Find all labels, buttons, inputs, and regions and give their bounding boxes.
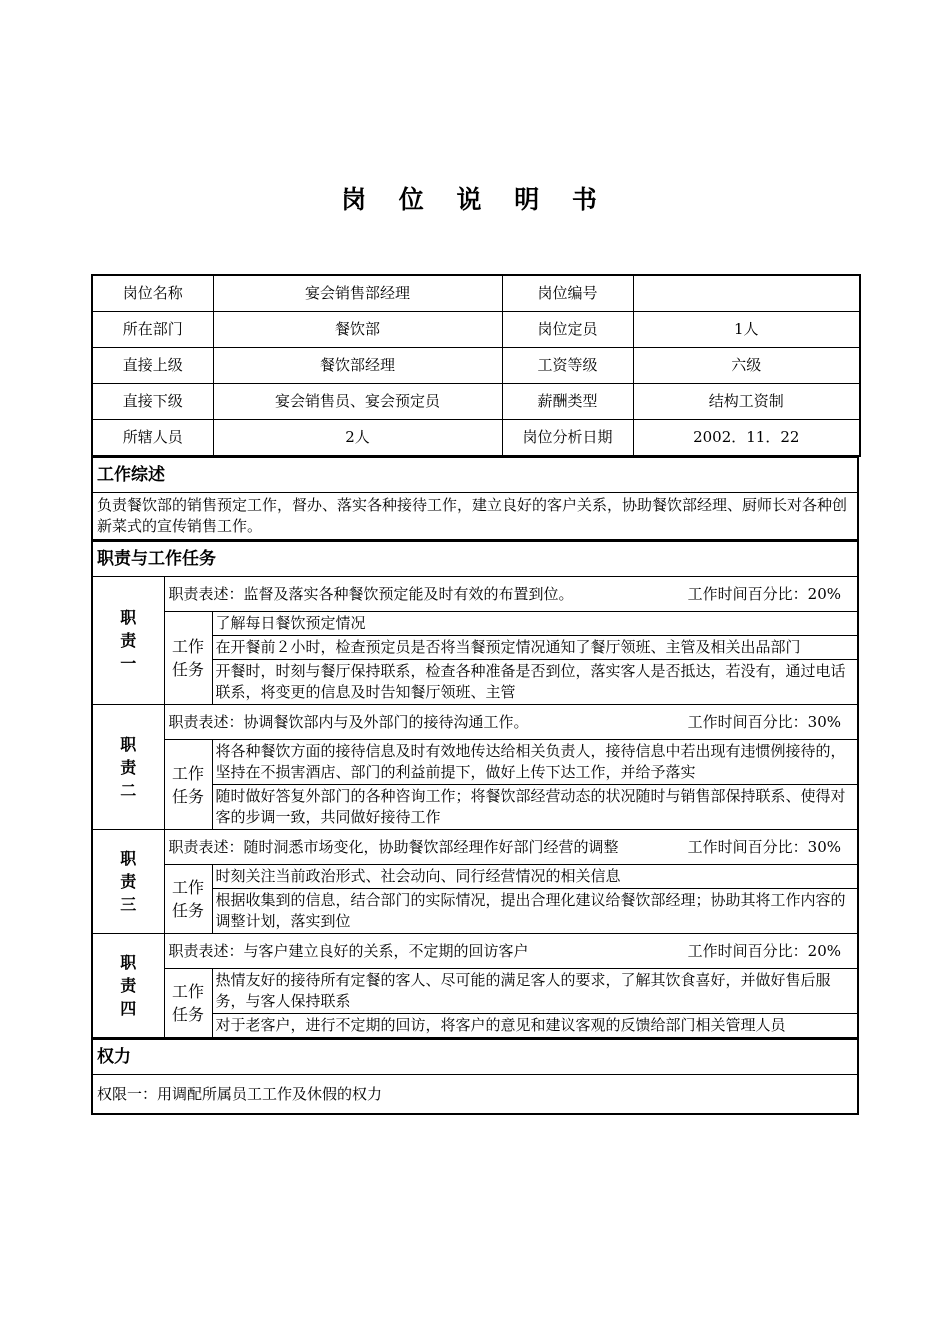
work-task-label [164,969,212,1039]
authority-item: 权限一：用调配所属员工工作及休假的权力 [92,1075,858,1115]
duty-statement-row [92,577,858,612]
duty-label [92,934,164,1039]
page-title: 岗 位 说 明 书 [341,185,609,214]
work-task-label-text: 工作任务 [172,763,205,806]
task-text: 开餐时，时刻与餐厅保持联系，检查各种准备是否到位，落实客人是否抵达，若没有，通过电话联系，将变更的信息及时告知餐厅领班、主管 [212,660,858,705]
info-value: 2人 [213,420,502,457]
duty-label [92,830,164,934]
info-value: 2002．11．22 [633,420,860,457]
duty-statement-text: 职责表述：随时洞悉市场变化，协助餐饮部经理作好部门经营的调整 [168,837,619,856]
summary-heading: 工作综述 [92,458,858,493]
summary-text: 负责餐饮部的销售预定工作，督办、落实各种接待工作，建立良好的客户关系，协助餐饮部经理、厨师长对各种创新菜式的宣传销售工作。 [92,493,858,541]
duty-label-text: 职责四 [120,953,137,1018]
authority-heading: 权力 [92,1040,858,1075]
info-row [92,384,860,420]
job-description-form [91,274,859,1115]
time-percentage: 工作时间百分比：20% [687,941,841,960]
info-value: 餐饮部经理 [213,348,502,384]
task-text: 时刻关注当前政治形式、社会动向、同行经营情况的相关信息 [212,865,858,889]
info-label: 岗位编号 [502,275,633,312]
work-task-label [164,612,212,705]
info-value: 宴会销售员、宴会预定员 [213,384,502,420]
info-row [92,275,860,312]
info-value: 结构工资制 [633,384,860,420]
duties-section [91,541,859,1039]
duties-heading: 职责与工作任务 [92,542,858,577]
time-percentage: 工作时间百分比：20% [687,584,841,603]
task-text: 将各种餐饮方面的接待信息及时有效地传达给相关负责人，接待信息中若出现有违惯例接待的，坚持在不损害酒店、部门的利益前提下，做好上传下达工作，并给予落实 [212,740,858,785]
duty-statement-row [92,934,858,969]
task-text: 了解每日餐饮预定情况 [212,612,858,636]
info-row [92,348,860,384]
info-value: 餐饮部 [213,312,502,348]
duty-statement [164,934,858,969]
task-row [92,865,858,889]
task-row [92,740,858,785]
info-label: 工资等级 [502,348,633,384]
time-percentage: 工作时间百分比：30% [687,837,841,856]
duty-label-text: 职责二 [120,734,137,800]
info-table [91,274,861,457]
info-row [92,420,860,457]
task-text: 对于老客户，进行不定期的回访，将客户的意见和建议客观的反馈给部门相关管理人员 [212,1014,858,1039]
work-task-label [164,865,212,934]
duty-label [92,577,164,705]
task-text: 随时做好答复外部门的各种咨询工作；将餐饮部经营动态的状况随时与销售部保持联系、使得对客的步调一致，共同做好接待工作 [212,785,858,830]
task-text: 在开餐前２小时，检查预定员是否将当餐预定情况通知了餐厅领班、主管及相关出品部门 [212,636,858,660]
work-task-label-text: 工作任务 [172,637,205,679]
duty-statement [164,830,858,865]
task-row [92,612,858,636]
task-row [92,969,858,1014]
info-row [92,312,860,348]
info-label: 岗位定员 [502,312,633,348]
duty-statement-text: 职责表述：监督及落实各种餐饮预定能及时有效的布置到位。 [168,584,574,603]
duty-statement-text: 职责表述：协调餐饮部内与及外部门的接待沟通工作。 [168,712,529,731]
duty-label-text: 职责一 [120,608,137,673]
task-text: 根据收集到的信息，结合部门的实际情况，提出合理化建议给餐饮部经理；协助其将工作内容的调整计划，落实到位 [212,889,858,934]
authority-section [91,1039,859,1115]
duty-label-text: 职责三 [120,849,137,914]
summary-section [91,457,859,541]
time-percentage: 工作时间百分比：30% [687,712,841,731]
info-value: 六级 [633,348,860,384]
work-task-label-text: 工作任务 [172,982,205,1024]
duty-label [92,705,164,830]
duty-statement [164,705,858,740]
info-label: 岗位名称 [92,275,213,312]
duty-statement [164,577,858,612]
duty-statement-row [92,705,858,740]
info-label: 岗位分析日期 [502,420,633,457]
info-label: 薪酬类型 [502,384,633,420]
info-label: 直接下级 [92,384,213,420]
info-label: 所在部门 [92,312,213,348]
info-label: 所辖人员 [92,420,213,457]
duty-statement-row [92,830,858,865]
info-label: 直接上级 [92,348,213,384]
info-value [633,275,860,312]
work-task-label-text: 工作任务 [172,878,205,920]
task-text: 热情友好的接待所有定餐的客人、尽可能的满足客人的要求，了解其饮食喜好，并做好售后服务，与客人保持联系 [212,969,858,1014]
info-value: 宴会销售部经理 [213,275,502,312]
work-task-label [164,740,212,830]
duty-statement-text: 职责表述：与客户建立良好的关系，不定期的回访客户 [168,941,529,960]
info-value: 1人 [633,312,860,348]
authority-row [92,1075,858,1115]
